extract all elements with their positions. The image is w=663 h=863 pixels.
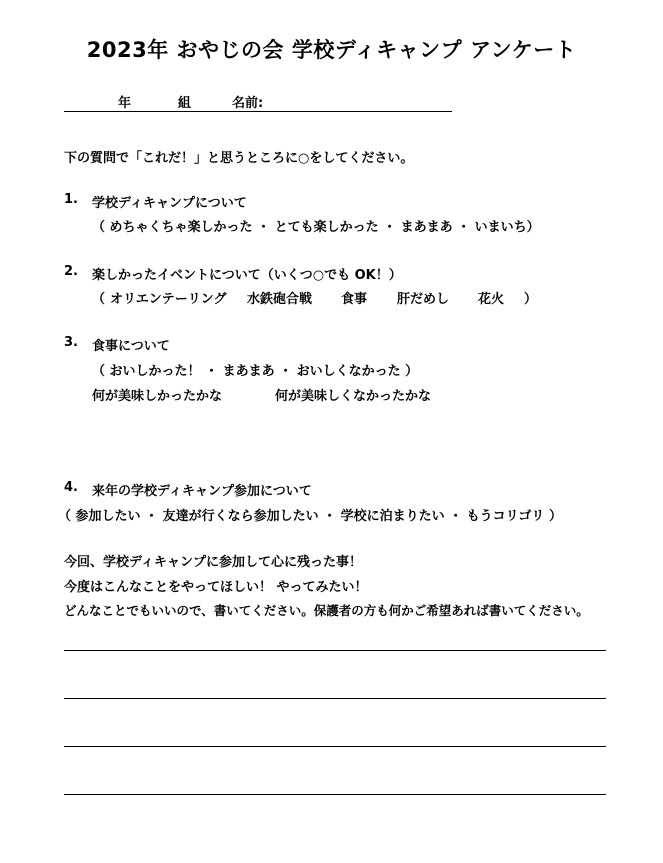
q3-choices[interactable]: （ おいしかった！ ・ まあまあ ・ おいしくなかった ） (92, 364, 419, 379)
answer-write-line[interactable] (64, 650, 606, 651)
q3-prompt-not-tasty: 何が美味しくなかったかな (275, 389, 432, 404)
q2-option-water-gun[interactable]: 水鉄砲合戦 (247, 292, 313, 307)
q1-heading: 学校ディキャンプについて (92, 196, 247, 211)
q2-option-orienteering[interactable]: オリエンテーリング (110, 292, 227, 307)
q4-heading: 来年の学校ディキャンプ参加について (92, 484, 312, 499)
q2-option-fireworks[interactable]: 花火 (478, 292, 505, 307)
q1-number: 1. (64, 192, 78, 207)
q2-option-test-of-courage[interactable]: 肝だめし (397, 292, 450, 307)
year-label: 年 (118, 96, 132, 111)
q3-prompt-tasty: 何が美味しかったかな (92, 389, 223, 404)
page-title: 2023年 おやじの会 学校ディキャンプ アンケート (86, 38, 577, 62)
q2-open-paren: （ (92, 292, 106, 307)
q2-number: 2. (64, 264, 78, 279)
q4-number: 4. (64, 480, 78, 495)
free-text-line-1: 今回、学校ディキャンプに参加して心に残った事！ (64, 555, 362, 570)
answer-write-line[interactable] (64, 794, 606, 795)
class-label: 組 (178, 96, 192, 111)
q2-option-meal[interactable]: 食事 (341, 292, 368, 307)
q3-number: 3. (64, 335, 78, 350)
answer-write-line[interactable] (64, 698, 606, 699)
q4-choices[interactable]: （ 参加したい ・ 友達が行くなら参加したい ・ 学校に泊まりたい ・ もうコリゴリ ） (58, 509, 562, 524)
name-write-line[interactable] (64, 111, 452, 112)
q2-close-paren: ） (524, 292, 538, 307)
answer-write-line[interactable] (64, 746, 606, 747)
q1-choices[interactable]: （ めちゃくちゃ楽しかった ・ とても楽しかった ・ まあまあ ・ いまいち） (92, 220, 540, 235)
free-text-line-2: 今度はこんなことをやってほしい！ やってみたい！ (64, 580, 368, 595)
name-label: 名前: (232, 96, 264, 111)
instruction-text: 下の質問で「これだ！」と思うところに○をしてください。 (64, 151, 414, 166)
q2-heading: 楽しかったイベントについて（いくつ○でも OK！） (92, 268, 402, 283)
free-text-line-3: どんなことでもいいので、書いてください。保護者の方も何かご希望あれば書いてください。 (64, 603, 589, 618)
q3-heading: 食事について (92, 339, 170, 354)
